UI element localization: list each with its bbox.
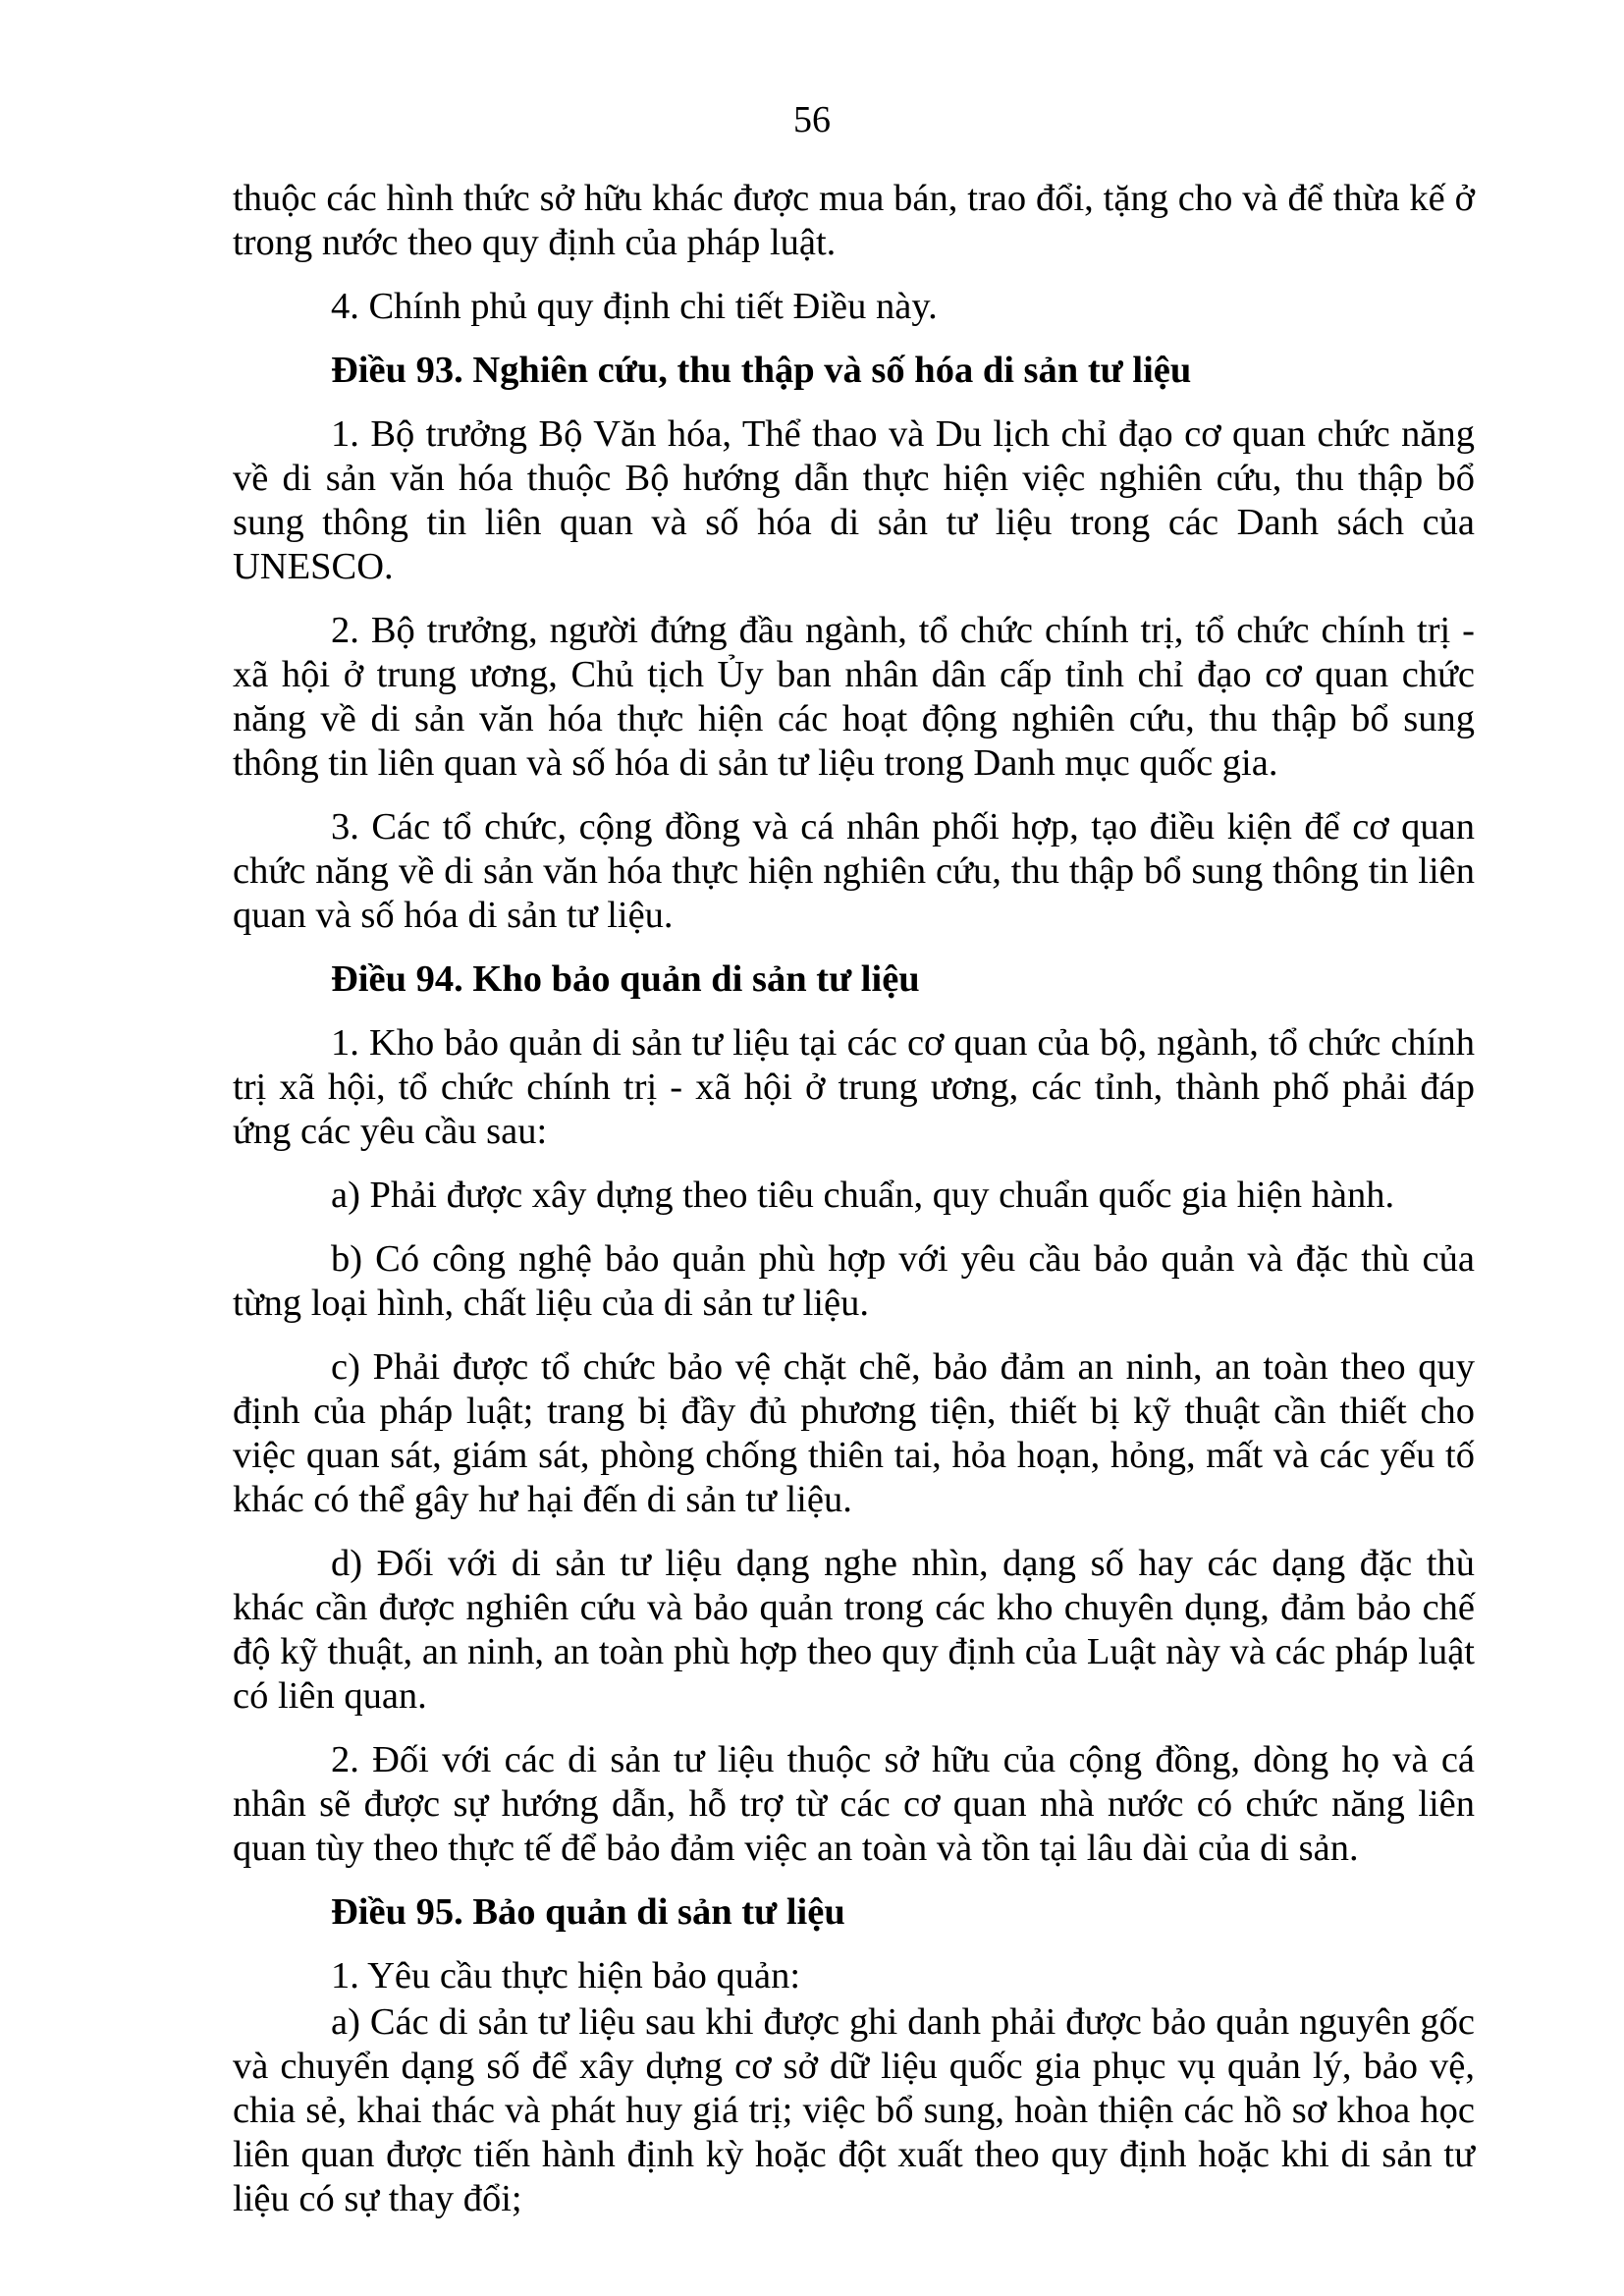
article-94-clause-2: 2. Đối với các di sản tư liệu thuộc sở hữu của cộng đồng, dòng họ và cá nhân sẽ được sự hướng dẫn, hỗ trợ từ các cơ quan nhà nước có chức năng liên quan tùy theo thực tế để bảo đảm việc an toàn và tồn tại lâu dài của di sản. [233, 1739, 1475, 1869]
article-93-clause-3: 3. Các tổ chức, cộng đồng và cá nhân phối hợp, tạo điều kiện để cơ quan chức năng về di sản văn hóa thực hiện nghiên cứu, thu thập bổ sung thông tin liên quan và số hóa di sản tư liệu. [233, 806, 1475, 936]
article-95-item-a: a) Các di sản tư liệu sau khi được ghi danh phải được bảo quản nguyên gốc và chuyển dạng số để xây dựng cơ sở dữ liệu quốc gia phục vụ quản lý, bảo vệ, chia sẻ, khai thác và phát huy giá trị; việc bổ sung, hoàn thiện các hồ sơ khoa học liên quan được tiến hành định kỳ hoặc đột xuất theo quy định hoặc khi di sản tư liệu có sự thay đổi; [233, 2001, 1475, 2219]
article-94-item-d: d) Đối với di sản tư liệu dạng nghe nhìn, dạng số hay các dạng đặc thù khác cần được nghiên cứu và bảo quản trong các kho chuyên dụng, đảm bảo chế độ kỹ thuật, an ninh, an toàn phù hợp theo quy định của Luật này và các pháp luật có liên quan. [233, 1543, 1475, 1717]
article-93-clause-1: 1. Bộ trưởng Bộ Văn hóa, Thể thao và Du lịch chỉ đạo cơ quan chức năng về di sản văn hóa thuộc Bộ hướng dẫn thực hiện việc nghiên cứu, thu thập bổ sung thông tin liên quan và số hóa di sản tư liệu trong các Danh sách của UNESCO. [233, 413, 1475, 587]
article-95-clause-1: 1. Yêu cầu thực hiện bảo quản: [331, 1955, 801, 1996]
page-number: 56 [793, 99, 831, 140]
paragraph-continuation: thuộc các hình thức sở hữu khác được mua bán, trao đổi, tặng cho và để thừa kế ở trong nước theo quy định của pháp luật. [233, 178, 1475, 263]
article-93-clause-2: 2. Bộ trưởng, người đứng đầu ngành, tổ chức chính trị, tổ chức chính trị - xã hội ở trung ương, Chủ tịch Ủy ban nhân dân cấp tỉnh chỉ đạo cơ quan chức năng về di sản văn hóa thực hiện các hoạt động nghiên cứu, thu thập bổ sung thông tin liên quan và số hóa di sản tư liệu trong Danh mục quốc gia. [233, 610, 1475, 784]
clause-4: 4. Chính phủ quy định chi tiết Điều này. [331, 286, 938, 327]
article-94-clause-1: 1. Kho bảo quản di sản tư liệu tại các cơ quan của bộ, ngành, tổ chức chính trị xã hội, tổ chức chính trị - xã hội ở trung ương, các tỉnh, thành phố phải đáp ứng các yêu cầu sau: [233, 1022, 1475, 1152]
document-body [233, 177, 1475, 2221]
article-93-heading: Điều 93. Nghiên cứu, thu thập và số hóa di sản tư liệu [331, 350, 1192, 391]
article-94-heading: Điều 94. Kho bảo quản di sản tư liệu [331, 958, 920, 1000]
article-94-item-a: a) Phải được xây dựng theo tiêu chuẩn, quy chuẩn quốc gia hiện hành. [331, 1175, 1395, 1216]
article-95-heading: Điều 95. Bảo quản di sản tư liệu [331, 1891, 845, 1933]
article-94-item-b: b) Có công nghệ bảo quản phù hợp với yêu cầu bảo quản và đặc thù của từng loại hình, chất liệu của di sản tư liệu. [233, 1238, 1475, 1324]
article-94-item-c: c) Phải được tổ chức bảo vệ chặt chẽ, bảo đảm an ninh, an toàn theo quy định của pháp luật; trang bị đầy đủ phương tiện, thiết bị kỹ thuật cần thiết cho việc quan sát, giám sát, phòng chống thiên tai, hỏa hoạn, hỏng, mất và các yếu tố khác có thể gây hư hại đến di sản tư liệu. [233, 1346, 1475, 1520]
